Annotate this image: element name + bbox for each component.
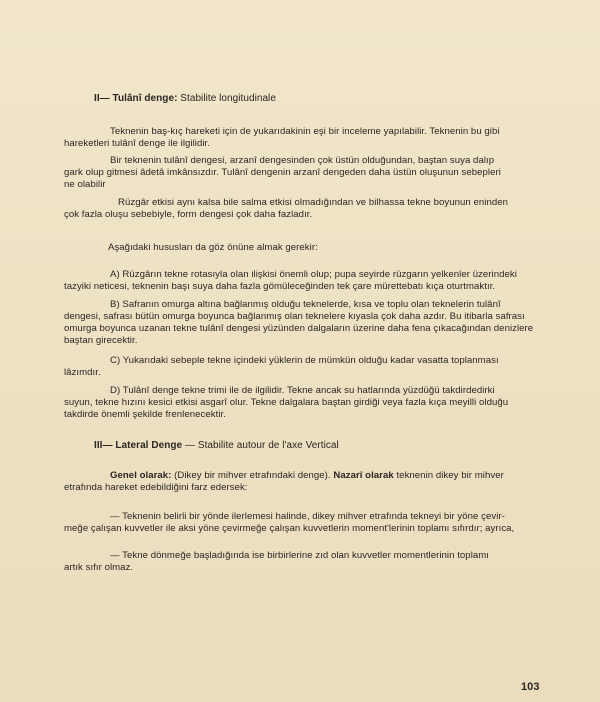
paragraph-line: dengesi, safrası bütün omurga boyunca bağlanmış olan teknelere kıyasla çok daha azdır. Bu itibarla safrası bbox=[64, 311, 525, 322]
paragraph-line: D) Tulânî denge tekne trimi ile de ilgilidir. Tekne ancak su hatlarında yüzdüğü takdirdedirki bbox=[110, 385, 495, 396]
page-number: 103 bbox=[521, 681, 540, 693]
paragraph-line: suyun, tekne hızını kesici etkisi asgarî olur. Tekne dalgalara baştan girdiği veya fazla kıça meyilli olduğu bbox=[64, 397, 509, 408]
paragraph-line: tazyiki neticesi, teknenin başı suya daha fazla gömüleceğinden tek çare mürettebatı kıça oturtmaktır. bbox=[64, 281, 496, 292]
paragraph-line: etrafında hareket edebildiğini farz edersek: bbox=[64, 482, 248, 493]
paragraph-line: — Tekne dönmeğe başladığında ise birbirlerine zıd olan kuvvetler momentlerinin toplamı bbox=[110, 550, 490, 561]
paragraph-line: takdirde önemli şekilde frenlenecektir. bbox=[64, 409, 226, 420]
paragraph-line: B) Safranın omurga altına bağlanmış olduğu teknelerde, kısa ve toplu olan teknelerin tulânî bbox=[110, 299, 501, 310]
paragraph-line: artık sıfır olmaz. bbox=[64, 562, 134, 573]
paragraph-line: Aşağıdaki hususları da göz önüne almak gerekir: bbox=[108, 242, 318, 253]
paragraph-line: Teknenin baş-kıç hareketi için de yukarıdakinin eşi bir inceleme yapılabilir. Teknenin bu gibi bbox=[110, 126, 500, 137]
paragraph-line: C) Yukarıdaki sebeple tekne içindeki yüklerin de mümkün olduğu kadar vasatta toplanması bbox=[110, 355, 499, 366]
paragraph-line: A) Rüzgârın tekne rotasıyla olan ilişkisi önemli olup; pupa seyirde rüzgarın yelkenler üzerindeki bbox=[110, 269, 517, 280]
paragraph-line: — Teknenin belirli bir yönde ilerlemesi halinde, dikey mihver etrafında tekneyi bir yöne çevir- bbox=[110, 511, 505, 522]
paragraph-line: baştan girecektir. bbox=[64, 335, 138, 346]
paragraph-line: Bir teknenin tulânî dengesi, arzanî dengesinden çok üstün olduğundan, baştan suya dalıp bbox=[110, 155, 495, 166]
paragraph-line: Rüzgâr etkisi aynı kalsa bile salma etkisi olmadığından ve bilhassa tekne boyunun eninden bbox=[118, 197, 509, 208]
section-3-heading: III— Lateral Denge — Stabilite autour de l'axe Vertical bbox=[94, 440, 339, 451]
paragraph-line: omurga boyunca uzanan tekne tulânî dengesi yüzünden dalgaların üzerine daha fena çıkacağından denizlere bbox=[64, 323, 534, 334]
paragraph-line: gark olup gitmesi âdetâ imkânsızdır. Tulânî dengenin arzanî dengeden daha üstün oluşunun sebepleri bbox=[64, 167, 501, 178]
paragraph-line: çok fazla oluşu sebebiyle, form dengesi çok daha fazladır. bbox=[64, 209, 313, 220]
paragraph-line: ne olabilir bbox=[64, 179, 106, 190]
paragraph-line: hareketleri tulânî denge ile ilgilidir. bbox=[64, 138, 210, 149]
section-2-heading: II— Tulânî denge: Stabilite longitudinale bbox=[94, 93, 276, 104]
paragraph-line: lâzımdır. bbox=[64, 367, 101, 378]
paragraph-line: Genel olarak: (Dikey bir mihver etrafındaki denge). Nazarî olarak teknenin dikey bir mihver bbox=[110, 470, 504, 481]
paragraph-line: meğe çalışan kuvvetler ile aksi yöne çevirmeğe çalışan kuvvetlerin moment'lerinin toplamı sıfırdır; ayrıca, bbox=[64, 523, 515, 534]
